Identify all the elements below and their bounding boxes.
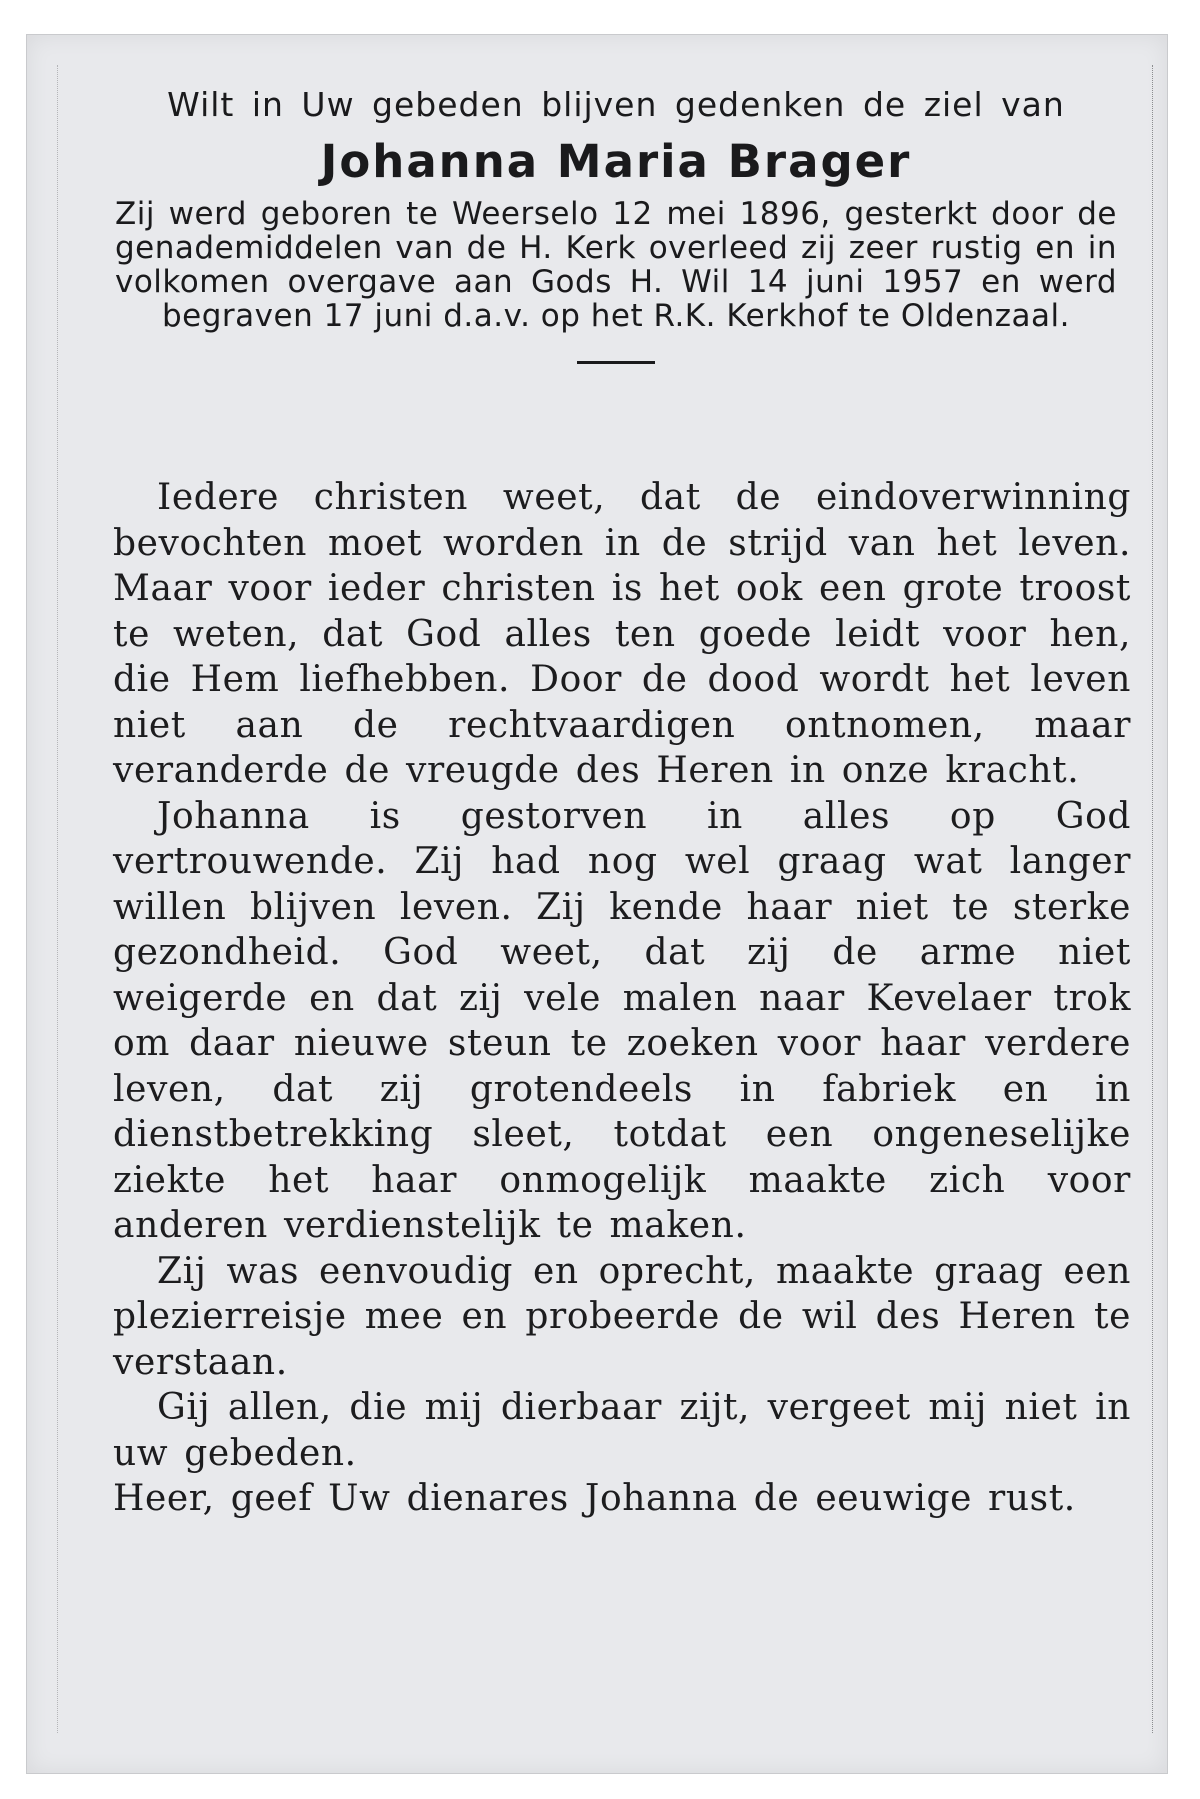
meditation-text — [113, 475, 1131, 1522]
memorial-card — [26, 34, 1168, 1774]
card-header — [101, 83, 1131, 364]
paragraph-character: Zij was eenvoudig en oprecht, maakte graag een plezierreisje mee en probeerde de wil des Heren te verstaan. — [113, 1250, 1131, 1383]
divider-rule — [577, 361, 655, 364]
closing-prayer: Heer, geef Uw dienares Johanna de eeuwige rust. — [113, 1478, 1076, 1519]
paragraph-faith: Iedere christen weet, dat de eindoverwinning bevochten moet worden in de strijd van het leven. Maar voor ieder christen is het ook een grote troost te weten, dat God alles ten goede leidt voor hen, die Hem liefhebben. Door de dood wordt het leven niet aan de rechtvaardigen ontnomen, maar veranderde de vreugde des Heren in onze kracht. — [113, 477, 1131, 791]
intro-line: Wilt in Uw gebeden blijven gedenken de ziel van — [167, 85, 1065, 124]
paragraph-request: Gij allen, die mij dierbaar zijt, vergeet mij niet in uw gebeden. — [113, 1387, 1131, 1474]
deceased-name: Johanna Maria Brager — [320, 135, 912, 188]
paragraph-life: Johanna is gestorven in alles op God vertrouwende. Zij had nog wel graag wat langer willen blijven leven. Zij kende haar niet te sterke gezondheid. God weet, dat zij de arme niet weigerde en dat zij vele malen naar Kevelaer trok om daar nieuwe steun te zoeken voor haar verdere leven, dat zij grotendeels in fabriek en in dienstbetrekking sleet, totdat een ongeneselijke ziekte het haar onmogelijk maakte zich voor anderen verdienstelijk te maken. — [113, 795, 1131, 1246]
life-details: Zij werd geboren te Weerselo 12 mei 1896, gesterkt door de genademiddelen van de H. Kerk overleed zij zeer rustig en in volkomen overgave aan Gods H. Wil 14 juni 1957 en werd begraven 17 juni d.a.v. op het R.K. Kerkhof te Oldenzaal. — [115, 196, 1117, 334]
